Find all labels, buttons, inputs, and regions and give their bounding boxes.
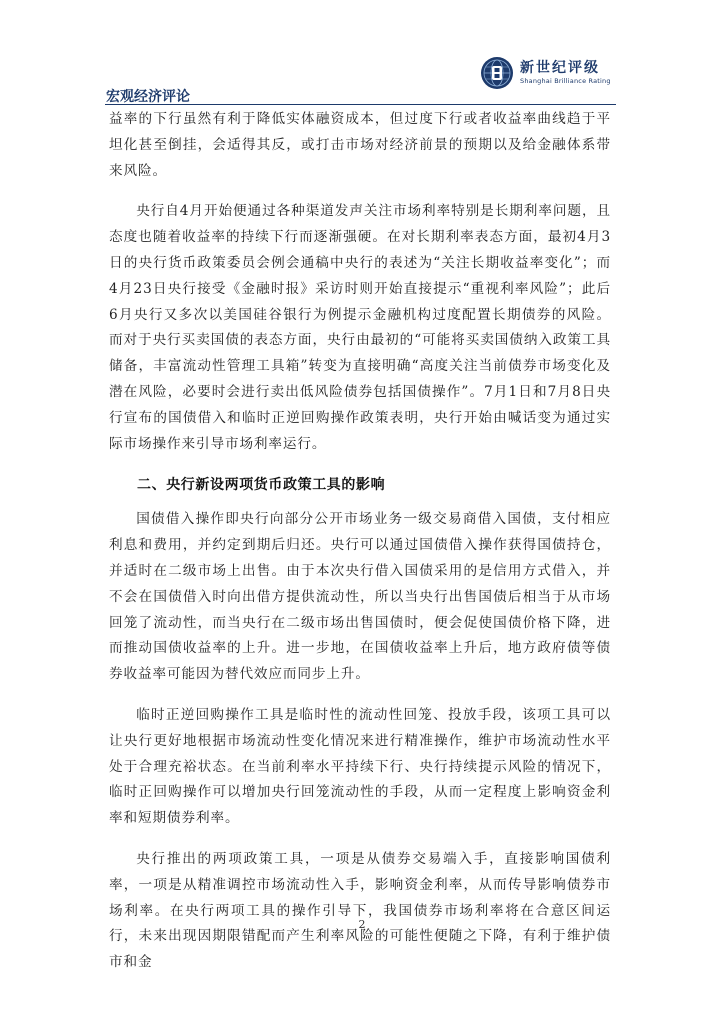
paragraph-continued: 益率的下行虽然有利于降低实体融资成本，但过度下行或者收益率曲线趋于平坦化甚至倒挂，会适得其反，或打击市场对经济前景的预期以及给金融体系带来风险。 xyxy=(109,111,611,179)
company-logo xyxy=(480,56,630,92)
paragraph: 央行推出的两项政策工具，一项是从债券交易端入手，直接影响国债利率，一项是从精准调控市场流动性入手，影响资金利率，从而传导影响债券市场利率。在央行两项工具的操作引导下，我国债券市场利率将在合意区间运行，未来出现因期限错配而产生利率风险的可能性便随之下降，有利于维护债市和金 xyxy=(109,850,611,971)
logo-chinese-name: 新世纪评级 xyxy=(520,60,600,76)
page-number: 2 xyxy=(358,918,366,931)
logo-english-name: Shanghai Brilliance Rating xyxy=(520,77,611,85)
section-heading: 二、央行新设两项货币政策工具的影响 xyxy=(137,477,386,494)
header-title: 宏观经济评论 xyxy=(106,89,190,105)
header-divider xyxy=(105,104,616,105)
document-body xyxy=(109,107,611,991)
globe-logo-icon xyxy=(480,56,514,90)
paragraph: 国债借入操作即央行向部分公开市场业务一级交易商借入国债，支付相应利息和费用，并约定到期后归还。央行可以通过国债借入操作获得国债持仓，并适时在二级市场上出售。由于本次央行借入国债采用的是信用方式借入，并不会在国债借入时向出借方提供流动性，所以当央行出售国债后相当于从市场回笼了流动性，而当央行在二级市场出售国债时，便会促使国债价格下降，进而推动国债收益率的上升。进一步地，在国债收益率上升后，地方政府债等债券收益率可能因为替代效应而同步上升。 xyxy=(109,511,611,683)
paragraph: 央行自4月开始便通过各种渠道发声关注市场利率特别是长期利率问题，且态度也随着收益率的持续下行而逐渐强硬。在对长期利率表态方面，最初4月3日的央行货币政策委员会例会通稿中央行的表述为“关注长期收益率变化”；而4月23日央行接受《金融时报》采访时则开始直接提示“重视利率风险”；此后6月央行又多次以美国硅谷银行为例提示金融机构过度配置长期债券的风险。而对于央行买卖国债的表态方面，央行由最初的“可能将买卖国债纳入政策工具储备，丰富流动性管理工具箱”转变为直接明确“高度关注当前债券市场变化及潜在风险，必要时会进行卖出低风险债券包括国债操作”。7月1日和7月8日央行宣布的国债借入和临时正逆回购操作政策表明，央行开始由喊话变为通过实际市场操作来引导市场利率运行。 xyxy=(109,203,611,452)
paragraph: 临时正逆回购操作工具是临时性的流动性回笼、投放手段，该项工具可以让央行更好地根据市场流动性变化情况来进行精准操作，维护市场流动性水平处于合理充裕状态。在当前利率水平持续下行、央行持续提示风险的情况下，临时正回购操作可以增加央行回笼流动性的手段，从而一定程度上影响资金利率和短期债券利率。 xyxy=(109,706,611,827)
